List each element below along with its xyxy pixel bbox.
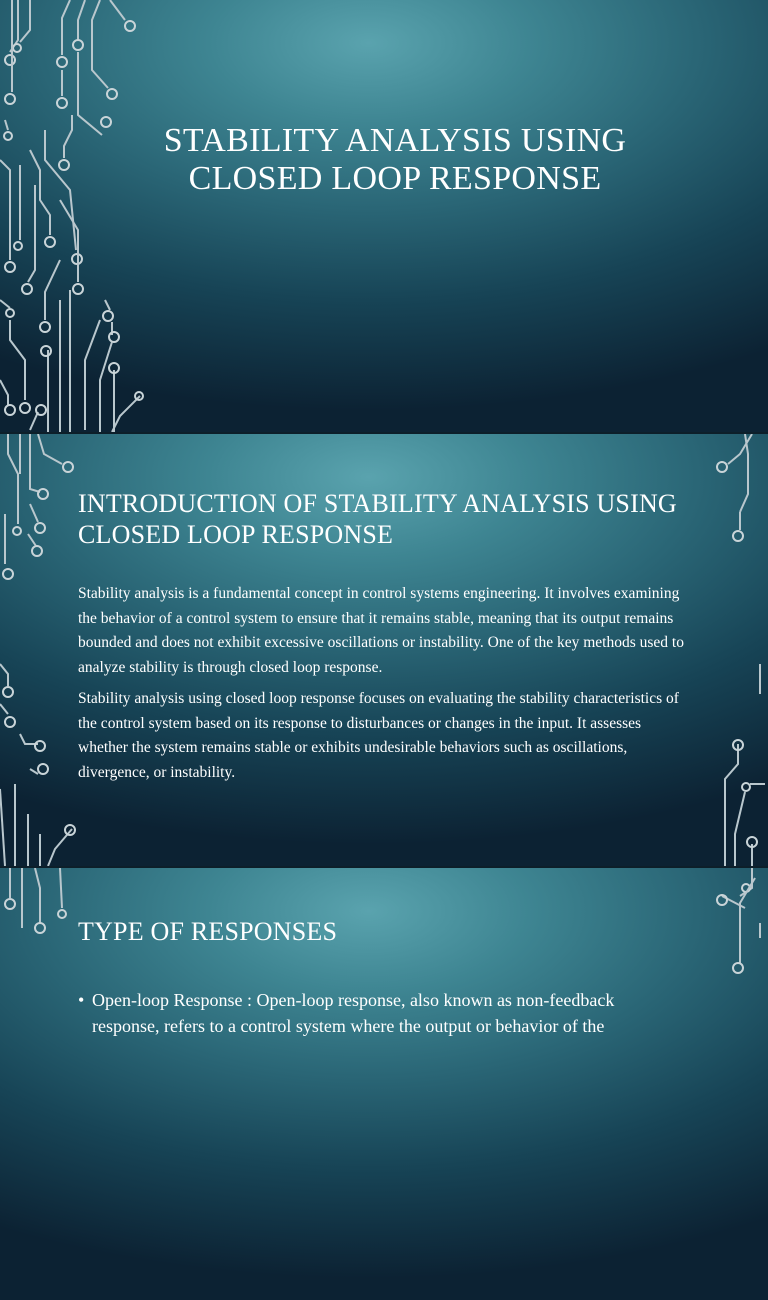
list-item <box>78 987 678 1039</box>
introduction-slide <box>0 434 768 866</box>
paragraph: Stability analysis using closed loop response focuses on evaluating the stability characteristics of the control system based on its response to disturbances or changes in the input. It assesses whether the system remains stable or exhibits undesirable behaviors such as oscillations, divergence, or instability. <box>78 690 679 781</box>
paragraph: Stability analysis is a fundamental concept in control systems engineering. It involves examining the behavior of a control system to ensure that it remains stable, meaning that its output remains bounded and does not exhibit excessive oscillations or instability. One of the key methods used to analyze stability is through closed loop response. <box>78 585 684 676</box>
types-slide <box>0 868 768 1300</box>
bullet-list <box>78 987 678 1039</box>
slide-heading: INTRODUCTION OF STABILITY ANALYSIS USING CLOSED LOOP RESPONSE <box>78 489 677 549</box>
slide-body <box>78 582 693 792</box>
bullet-text: Open-loop Response : Open-loop response, also known as non-feedback response, refers to a control system where the output or behavior of the <box>92 990 615 1036</box>
bullet-icon: • <box>78 990 85 1010</box>
circuit-decoration-left <box>0 0 768 432</box>
slide-title: STABILITY ANALYSIS USING CLOSED LOOP RESPONSE <box>163 122 627 197</box>
slide-heading: TYPE OF RESPONSES <box>78 917 338 946</box>
title-slide <box>0 0 768 432</box>
